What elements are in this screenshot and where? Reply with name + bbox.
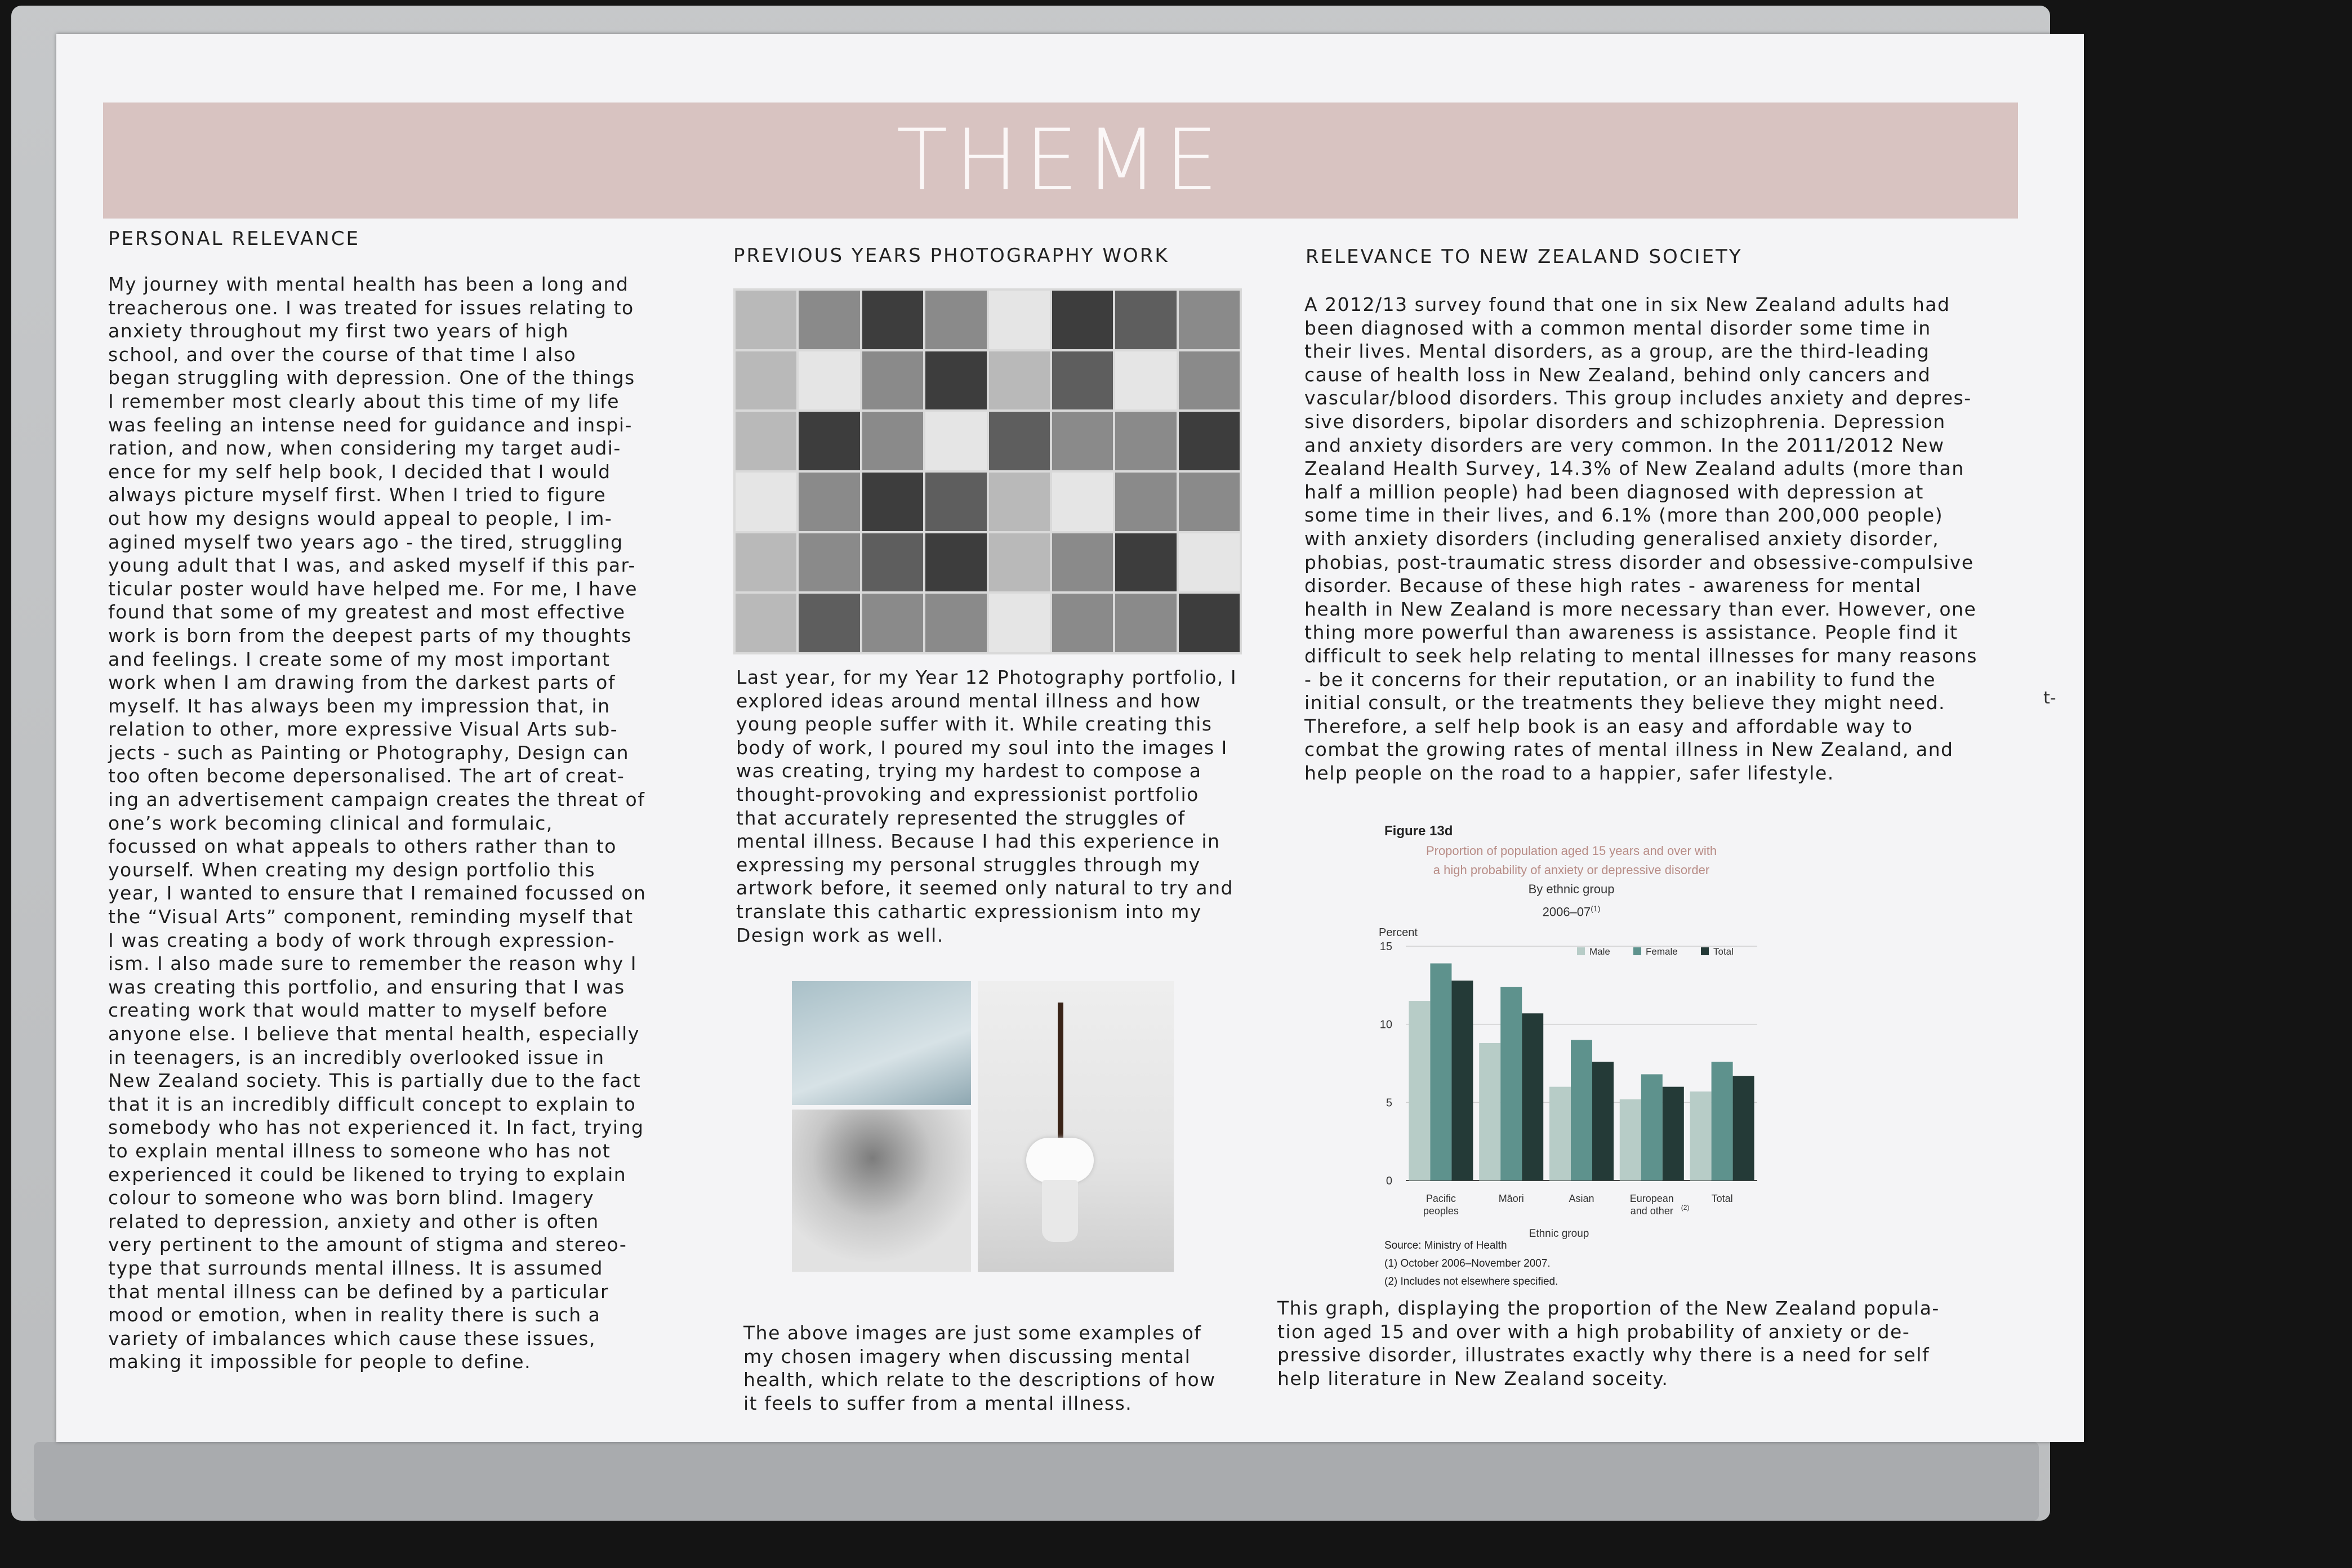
body-line: colour to someone who was born blind. Imagery: [108, 1187, 595, 1209]
legend-label: Total: [1713, 946, 1734, 957]
body-line: focussed on what appeals to others rather than to: [108, 835, 617, 858]
body-line: agined myself two years ago - the tired, struggling: [108, 531, 623, 553]
face-in-water-photo: [792, 1110, 971, 1272]
anxiety-bar-chart: [1374, 924, 1769, 1239]
body-line: the “Visual Arts” component, reminding myself that: [108, 906, 634, 928]
legend-label: Male: [1589, 946, 1610, 957]
y-tick-label: 10: [1379, 1018, 1392, 1031]
bar-male: [1409, 1001, 1430, 1181]
y-axis-label: Percent: [1379, 926, 1418, 939]
figure-subtitle-line: [1374, 841, 1769, 861]
previous-work-heading: PREVIOUS YEARS PHOTOGRAPHY WORK: [733, 244, 1169, 267]
body-line: ing an advertisement campaign creates the threat of: [108, 789, 645, 811]
body-line: explored ideas around mental illness and how: [736, 689, 1201, 712]
y-tick-label: 15: [1379, 941, 1392, 953]
body-line: jects - such as Painting or Photography, Design can: [108, 741, 630, 764]
body-line: translate this cathartic expressionism into my: [736, 900, 1202, 923]
margin-mark: t-: [2043, 688, 2056, 708]
body-line: treacherous one. I was treated for issues relating to: [108, 296, 634, 319]
body-line: Therefore, a self help book is an easy and affordable way to: [1304, 715, 1913, 737]
nz-relevance-body: [1304, 293, 2025, 785]
bar-male: [1690, 1092, 1712, 1181]
imagery-caption: [743, 1321, 1284, 1415]
body-line: anyone else. I believe that mental health, especially: [108, 1023, 640, 1045]
x-tick-label: European: [1629, 1193, 1674, 1204]
body-line: making it impossible for people to define.: [108, 1351, 532, 1373]
figure-subtitle-line: [1374, 880, 1769, 899]
page-title: THEME: [896, 112, 1225, 210]
body-line: that accurately represented the struggles of: [736, 807, 1186, 829]
bar-female: [1712, 1062, 1733, 1181]
caption-line: pressive disorder, illustrates exactly why there is a need for self: [1277, 1344, 1930, 1366]
hands-in-water-photo: [792, 981, 971, 1105]
body-line: Zealand Health Survey, 14.3% of New Zealand adults (more than: [1304, 457, 1965, 480]
bar-female: [1430, 964, 1451, 1181]
body-line: some time in their lives, and 6.1% (more than 200,000 people): [1304, 504, 1944, 527]
caption-line: tion aged 15 and over with a high probability of anxiety or de-: [1277, 1320, 1910, 1343]
body-line: My journey with mental health has been a long and: [108, 273, 629, 295]
body-line: and anxiety disorders are very common. In the 2011/2012 New: [1304, 434, 1945, 456]
figure-subtitle-line: [1374, 899, 1769, 921]
body-line: that mental illness can be defined by a particular: [108, 1280, 609, 1303]
photography-collage: [733, 288, 1242, 654]
body-line: was creating, trying my hardest to compose a: [736, 760, 1202, 782]
body-line: related to depression, anxiety and other is often: [108, 1210, 599, 1232]
body-line: work when I am drawing from the darkest parts of: [108, 671, 616, 694]
body-line: help people on the road to a happier, safer lifestyle.: [1304, 761, 1834, 784]
y-tick-label: 5: [1386, 1097, 1392, 1110]
body-line: work is born from the deepest parts of my thoughts: [108, 624, 632, 647]
x-tick-label: Total: [1711, 1193, 1733, 1204]
bar-total: [1663, 1087, 1684, 1181]
figure-source-line: (1) October 2006–November 2007.: [1384, 1258, 1551, 1269]
body-line: combat the growing rates of mental illness in New Zealand, and: [1304, 738, 1954, 761]
body-line: half a million people) had been diagnosed with depression at: [1304, 480, 1924, 503]
legend-swatch-total: [1701, 947, 1709, 955]
body-line: began struggling with depression. One of the things: [108, 367, 635, 389]
body-line: been diagnosed with a common mental disorder some time in: [1304, 317, 1931, 339]
body-line: relation to other, more expressive Visual Arts sub-: [108, 718, 618, 741]
body-line: year, I wanted to ensure that I remained focussed on: [108, 882, 647, 905]
body-line: young adult that I was, and asked myself if this par-: [108, 554, 636, 577]
bar-female: [1641, 1074, 1663, 1181]
legend-label: Female: [1646, 946, 1678, 957]
figure-source-line: Source: Ministry of Health: [1384, 1240, 1507, 1251]
vase: [1042, 1180, 1078, 1242]
y-tick-label: 0: [1386, 1175, 1392, 1187]
graph-caption: [1277, 1297, 2010, 1390]
body-line: mental illness. Because I had this experience in: [736, 830, 1220, 853]
body-line: anxiety throughout my first two years of high: [108, 320, 569, 342]
figure-subtitle-text: By ethnic group: [1528, 882, 1615, 896]
body-line: sive disorders, bipolar disorders and schizophrenia. Depression: [1304, 410, 1946, 433]
previous-work-body: [736, 666, 1277, 947]
figure-subtitle-line: [1374, 861, 1769, 880]
figure-subtitle: [1374, 841, 1769, 921]
body-line: vascular/blood disorders. This group includes anxiety and depres-: [1304, 387, 1972, 409]
caption-line: my chosen imagery when discussing mental: [743, 1345, 1191, 1367]
body-line: out how my designs would appeal to people, I im-: [108, 507, 613, 529]
body-line: health in New Zealand is more necessary than ever. However, one: [1304, 598, 1977, 620]
caption-line: health, which relate to the descriptions of how: [743, 1369, 1216, 1391]
white-flowers: [1026, 1138, 1094, 1183]
body-line: and feelings. I create some of my most important: [108, 648, 611, 670]
body-line: found that some of my greatest and most effective: [108, 601, 626, 623]
body-line: - be it concerns for their reputation, or an inability to fund the: [1304, 668, 1936, 691]
caption-line: help literature in New Zealand soceity.: [1277, 1367, 1669, 1389]
bar-total: [1733, 1076, 1754, 1181]
body-line: cause of health loss in New Zealand, behind only cancers and: [1304, 363, 1931, 386]
bar-male: [1620, 1099, 1641, 1181]
body-line: somebody who has not experienced it. In fact, trying: [108, 1116, 644, 1139]
body-line: phobias, post-traumatic stress disorder and obsessive-compulsive: [1304, 551, 1974, 573]
body-line: variety of imbalances which cause these issues,: [108, 1327, 596, 1349]
theme-banner: [103, 103, 2018, 219]
x-tick-footnote: (2): [1681, 1204, 1690, 1211]
body-line: creating work that would matter to myself before: [108, 999, 608, 1022]
body-line: their lives. Mental disorders, as a group, are the third-leading: [1304, 340, 1930, 363]
figure-subtitle-text: Proportion of population aged 15 years and over with: [1426, 844, 1717, 858]
personal-relevance-body: [108, 273, 716, 1374]
x-tick-label-line2: and other: [1630, 1205, 1673, 1217]
body-line: one’s work becoming clinical and formulaic,: [108, 812, 553, 834]
body-line: with anxiety disorders (including generalised anxiety disorder,: [1304, 527, 1940, 550]
body-line: experienced it could be likened to trying to explain: [108, 1163, 627, 1186]
caption-line: This graph, displaying the proportion of the New Zealand popula-: [1277, 1297, 1940, 1319]
body-line: expressing my personal struggles through my: [736, 853, 1201, 876]
caption-line: The above images are just some examples of: [743, 1322, 1202, 1344]
bar-total: [1592, 1062, 1614, 1181]
body-line: that it is an incredibly difficult concept to explain to: [108, 1093, 636, 1115]
figure-source: [1384, 1237, 1558, 1291]
body-line: thing more powerful than awareness is assistance. People find it: [1304, 621, 1958, 644]
bar-male: [1479, 1043, 1500, 1181]
bar-male: [1549, 1087, 1571, 1181]
bar-total: [1451, 981, 1473, 1181]
body-line: always picture myself first. When I tried to figure: [108, 484, 607, 506]
body-line: I remember most clearly about this time of my life: [108, 390, 620, 412]
body-line: type that surrounds mental illness. It is assumed: [108, 1257, 604, 1279]
body-line: thought-provoking and expressionist portfolio: [736, 783, 1199, 805]
body-line: mood or emotion, when in reality there is such a: [108, 1304, 601, 1326]
plastic-sleeve-edge: [34, 1442, 2039, 1521]
body-line: very pertinent to the amount of stigma and stereo-: [108, 1233, 627, 1256]
ink-drip: [1058, 1003, 1063, 1138]
body-line: difficult to seek help relating to mental illnesses for many reasons: [1304, 644, 1977, 667]
bar-female: [1500, 987, 1522, 1181]
body-line: body of work, I poured my soul into the images I: [736, 736, 1228, 759]
body-line: school, and over the course of that time I also: [108, 343, 577, 366]
body-line: disorder. Because of these high rates - awareness for mental: [1304, 574, 1922, 597]
legend-swatch-female: [1633, 947, 1641, 955]
x-tick-label-line2: peoples: [1423, 1205, 1459, 1217]
body-line: New Zealand society. This is partially due to the fact: [108, 1070, 642, 1092]
figure-subtitle-text: 2006–07: [1542, 905, 1591, 919]
body-line: was feeling an intense need for guidance and inspi-: [108, 413, 632, 436]
body-line: was creating this portfolio, and ensuring that I was: [108, 975, 625, 998]
body-line: initial consult, or the treatments they believe they might need.: [1304, 692, 1945, 714]
figure-subtitle-footnote: (1): [1591, 904, 1601, 913]
caption-line: it feels to suffer from a mental illness.: [743, 1392, 1133, 1414]
body-line: young people suffer with it. While creating this: [736, 713, 1213, 736]
body-line: ism. I also made sure to remember the reason why I: [108, 952, 637, 975]
body-line: to explain mental illness to someone who has not: [108, 1139, 611, 1162]
personal-relevance-heading: PERSONAL RELEVANCE: [108, 228, 360, 250]
x-tick-label: Pacific: [1426, 1193, 1456, 1204]
figure-source-line: (2) Includes not elsewhere specified.: [1384, 1276, 1558, 1288]
body-line: ration, and now, when considering my target audi-: [108, 437, 621, 460]
legend-swatch-male: [1577, 947, 1585, 955]
x-tick-label: Asian: [1569, 1193, 1594, 1204]
x-tick-label: Māori: [1498, 1193, 1524, 1204]
body-line: Last year, for my Year 12 Photography portfolio, I: [736, 666, 1237, 688]
body-line: too often become depersonalised. The art of creat-: [108, 765, 625, 787]
figure-label: Figure 13d: [1384, 823, 1453, 839]
body-line: Design work as well.: [736, 924, 944, 946]
body-line: yourself. When creating my design portfolio this: [108, 858, 596, 881]
body-line: A 2012/13 survey found that one in six New Zealand adults had: [1304, 293, 1950, 315]
figure-subtitle-text: a high probability of anxiety or depressive disorder: [1433, 863, 1710, 877]
body-line: ence for my self help book, I decided that I would: [108, 460, 611, 483]
nz-relevance-heading: RELEVANCE TO NEW ZEALAND SOCIETY: [1306, 246, 1743, 268]
body-line: ticular poster would have helped me. For me, I have: [108, 577, 638, 600]
body-line: I was creating a body of work through expression-: [108, 929, 616, 951]
body-line: artwork before, it seemed only natural to try and: [736, 877, 1233, 899]
x-axis-label: Ethnic group: [1529, 1228, 1589, 1239]
body-line: in teenagers, is an incredibly overlooked issue in: [108, 1046, 605, 1068]
body-line: myself. It has always been my impression that, in: [108, 694, 611, 717]
bar-female: [1571, 1040, 1592, 1181]
bar-total: [1522, 1013, 1543, 1181]
